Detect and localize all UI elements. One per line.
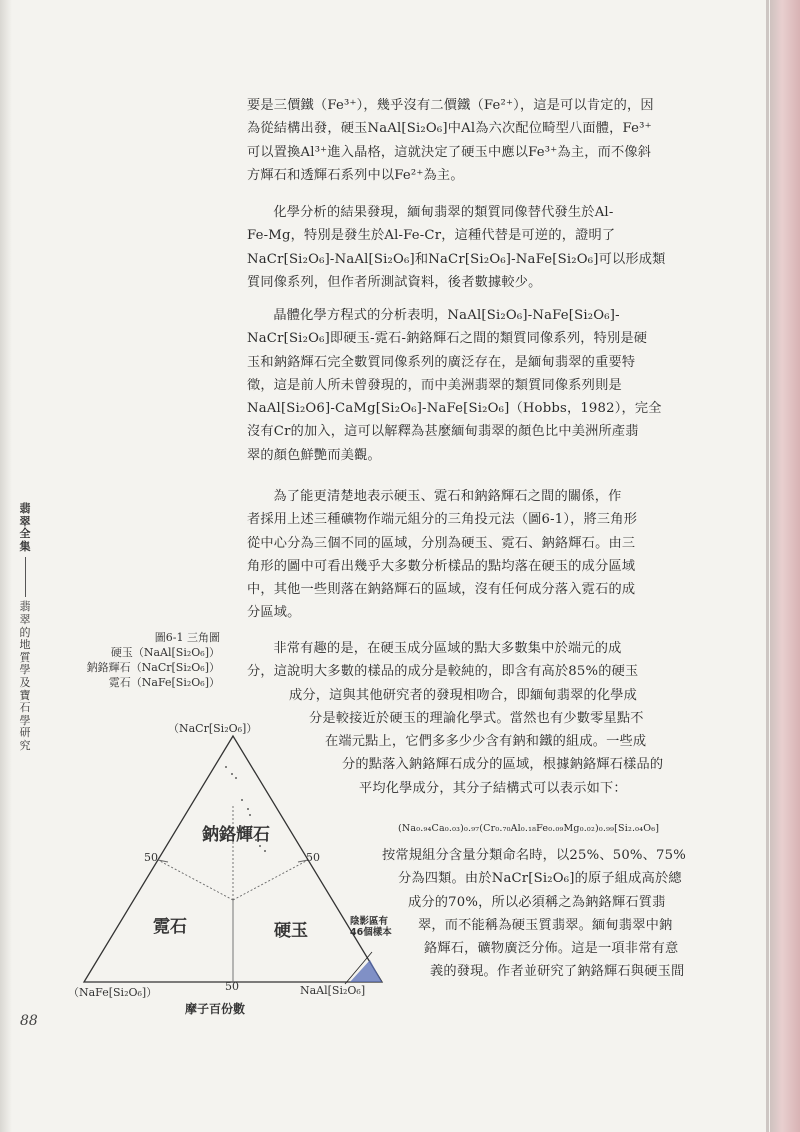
text-line: 義的發現。作者並研究了鈉鉻輝石與硬玉間 bbox=[430, 964, 685, 980]
figure-caption bbox=[70, 630, 220, 690]
paragraph-6 bbox=[382, 844, 722, 984]
text-line: Fe-Mg，特別是發生於Al-Fe-Cr，這種代替是可逆的，證明了 bbox=[247, 228, 616, 244]
sidebar-divider bbox=[25, 557, 26, 597]
text-line: 分區域。 bbox=[247, 605, 301, 621]
structural-formula: (Na₀.₉₄Ca₀.₀₃)₀.₉₇(Cr₀.₇₀Al₀.₁₈Fe₀.₀₉Mg₀.₀₂)₀.₉₉[Si₂.₀₄O₆] bbox=[398, 823, 660, 834]
caption-title: 圖6-1 三角圖 bbox=[154, 631, 220, 644]
text-line: 平均化學成分，其分子結構式可以表示如下： bbox=[359, 780, 627, 796]
text-line: NaCr[Si₂O₆]-NaAl[Si₂O₆]和NaCr[Si₂O₆]-NaFe[Si₂O₆]可以形成類 bbox=[247, 251, 666, 267]
gutter-shadow bbox=[0, 0, 12, 1132]
text-line: 為了能更清楚地表示硬玉、霓石和鈉鉻輝石之間的關係，作 bbox=[273, 489, 622, 504]
shade-note bbox=[350, 916, 392, 938]
next-page-edge bbox=[770, 0, 800, 1132]
shade-note-line1: 陰影區有 bbox=[350, 916, 389, 927]
text-line: 分的點落入鈉鉻輝石成分的區域，根據鈉鉻輝石樣品的 bbox=[342, 757, 664, 773]
shaded-region bbox=[350, 960, 382, 982]
tick-left bbox=[158, 860, 168, 862]
series-title: 翡翠全集 bbox=[19, 502, 31, 553]
text-line: NaCr[Si₂O₆]即硬玉-霓石-鈉鉻輝石之間的類質同像系列，特別是硬 bbox=[247, 331, 648, 347]
ternary-diagram bbox=[60, 712, 400, 1022]
region-kosmochlor: 鈉鉻輝石 bbox=[202, 825, 270, 845]
tick-label-left: 50 bbox=[144, 851, 158, 864]
tick-label-bottom: 50 bbox=[225, 980, 239, 993]
text-line: 非常有趣的是，在硬玉成分區域的點大多數集中於端元的成 bbox=[273, 641, 622, 656]
text-line: 按常規組分含量分類命名時，以25%、50%、75% bbox=[382, 848, 686, 863]
ternary-svg bbox=[60, 712, 400, 1022]
text-line: 分是較接近於硬玉的理論化學式。當然也有少數零星點不 bbox=[309, 710, 644, 726]
region-aegirine: 霓石 bbox=[153, 917, 187, 937]
divider-left bbox=[158, 860, 233, 900]
text-line: 晶體化學方程式的分析表明，NaAl[Si₂O₆]-NaFe[Si₂O₆]- bbox=[273, 308, 620, 323]
legend-jadeite: 硬玉（NaAl[Si₂O₆]） bbox=[110, 646, 220, 659]
axis-label: 摩子百份數 bbox=[185, 1002, 246, 1016]
text-line: 中，其他一些則落在鈉鉻輝石的區域，沒有任何成分落入霓石的成 bbox=[247, 582, 636, 598]
text-line: 從中心分為三個不同的區域，分別為硬玉、霓石、鈉鉻輝石。由三 bbox=[247, 535, 636, 551]
text-line: 玉和鈉鉻輝石完全數質同像系列的廣泛存在，是緬甸翡翠的重要特 bbox=[247, 354, 636, 370]
legend-aegirine: 霓石（NaFe[Si₂O₆]） bbox=[108, 676, 220, 689]
text-line: 質同像系列，但作者所測試資料，後者數據較少。 bbox=[247, 274, 542, 290]
text-line: 為從結構出發，硬玉NaAl[Si₂O₆]中Al為六次配位畸型八面體，Fe³⁺ bbox=[247, 121, 652, 137]
apex-left-label: （NaFe[Si₂O₆]） bbox=[68, 986, 158, 999]
sidebar-title bbox=[18, 503, 32, 753]
paragraph-1 bbox=[247, 94, 717, 187]
text-line: NaAl[Si₂O6]-CaMg[Si₂O₆]-NaFe[Si₂O₆]（Hobbs，1982），完全 bbox=[247, 401, 662, 417]
apex-top-label: （NaCr[Si₂O₆]） bbox=[168, 722, 258, 735]
text-line: 分，這說明大多數的樣品的成分是較純的，即含有高於85%的硬玉 bbox=[247, 664, 639, 680]
text-line: 在端元點上，它們多多少少含有鈉和鐵的組成。一些成 bbox=[325, 734, 647, 750]
divider-right-unused bbox=[233, 860, 308, 900]
text-line: 化學分析的結果發現，緬甸翡翠的類質同像替代發生於Al- bbox=[273, 205, 614, 220]
text-line: 成分的70%，所以必須稱之為鈉鉻輝石質翡 bbox=[408, 894, 666, 910]
page-number: 88 bbox=[20, 1013, 38, 1029]
page-edge bbox=[766, 0, 769, 1132]
text-line: 者採用上述三種礦物作端元組分的三角投元法（圖6-1），將三角形 bbox=[247, 512, 638, 528]
paragraph-4 bbox=[247, 485, 717, 625]
text-line: 角形的圖中可看出幾乎大多數分析樣品的點均落在硬玉的成分區域 bbox=[247, 558, 636, 574]
tick-label-right: 50 bbox=[306, 851, 320, 864]
text-line: 翠，而不能稱為硬玉質翡翠。緬甸翡翠中鈉 bbox=[418, 917, 673, 933]
text-line: 要是三價鐵（Fe³⁺），幾乎沒有二價鐵（Fe²⁺），這是可以肯定的，因 bbox=[247, 98, 654, 113]
text-line: 沒有Cr的加入，這可以解釋為甚麼緬甸翡翠的顏色比中美洲所產翡 bbox=[247, 424, 639, 440]
text-line: 鉻輝石，礦物廣泛分佈。這是一項非常有意 bbox=[424, 941, 679, 957]
shade-note-line2: 46個樣本 bbox=[350, 927, 392, 938]
text-line: 翠的顏色鮮艷而美觀。 bbox=[247, 447, 381, 463]
text-line: 分為四類。由於NaCr[Si₂O₆]的原子組成高於總 bbox=[398, 871, 682, 887]
paragraph-2 bbox=[247, 201, 717, 294]
apex-right-label: NaAl[Si₂O₆] bbox=[300, 984, 366, 997]
legend-kosmochlor: 鈉鉻輝石（NaCr[Si₂O₆]） bbox=[86, 661, 220, 674]
text-line: 徵，這是前人所未曾發現的，而中美洲翡翠的類質同像系列則是 bbox=[247, 377, 622, 393]
text-line: 成分，這與其他研究者的發現相吻合，即緬甸翡翠的化學成 bbox=[289, 687, 638, 703]
text-line: 方輝石和透輝石系列中以Fe²⁺為主。 bbox=[247, 167, 464, 183]
text-line: 可以置換Al³⁺進入晶格，這就決定了硬玉中應以Fe³⁺為主，而不像斜 bbox=[247, 144, 652, 160]
region-jadeite: 硬玉 bbox=[274, 921, 308, 941]
book-title: 翡翠的地質學及寶石學研究 bbox=[19, 600, 31, 752]
paragraph-3 bbox=[247, 304, 717, 467]
